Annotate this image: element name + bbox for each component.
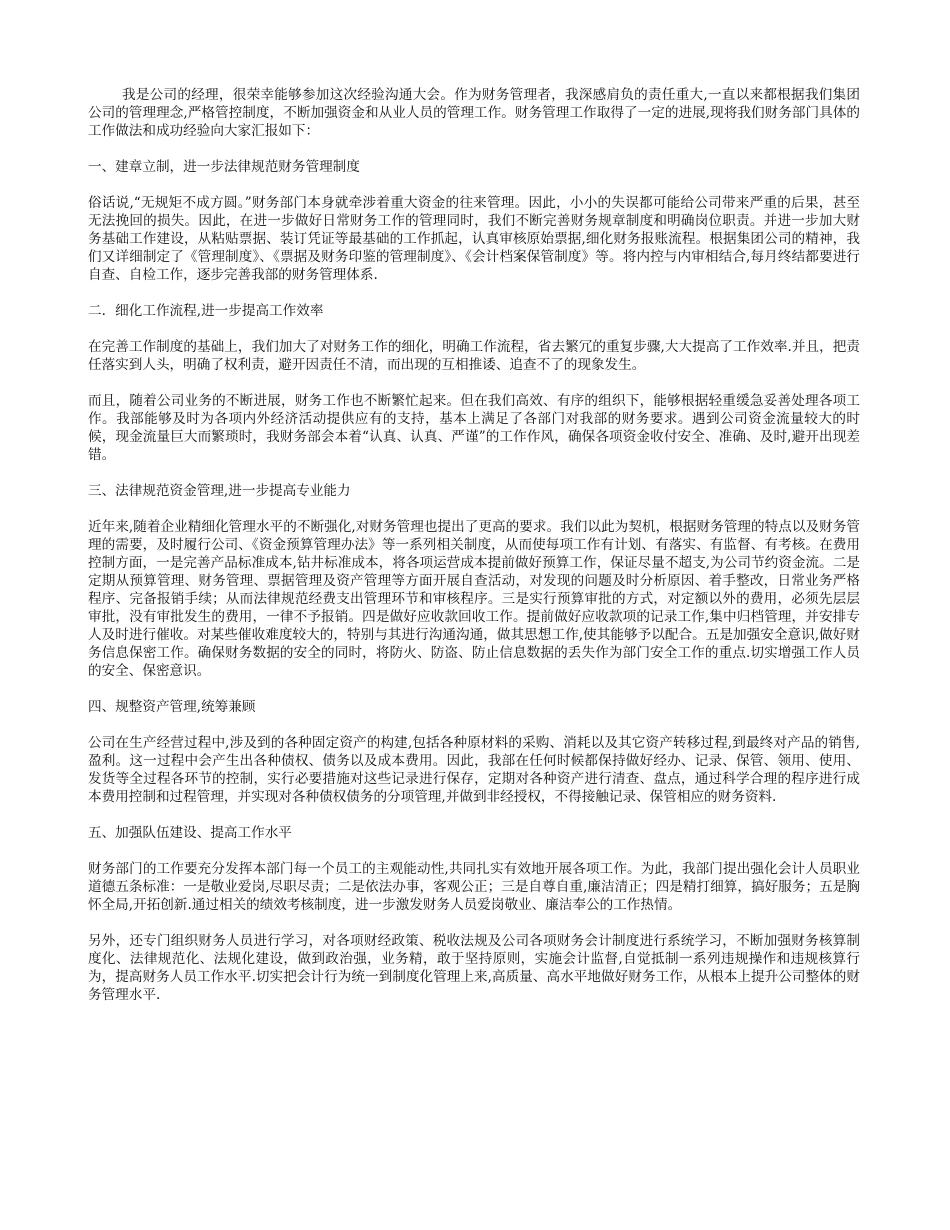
section-4-heading: 四、规整资产管理,统筹兼顾 [88, 699, 256, 715]
section-5-paragraph-1: 财务部门的工作要充分发挥本部门每一个员工的主观能动性,共同扎实有效地开展各项工作。为此，我部门提出强化会计人员职业道德五条标准：一是敬业爱岗,尽职尽责；二是依法办事，客观公正；三是自尊自重,廉洁清正；四是精打细算，搞好服务；五是胸怀全局,开拓创新.通过相关的绩效考核制度，进一步激发财务人员爱岗敬业、廉洁奉公的工作热情。 [88, 861, 860, 913]
intro-paragraph: 我是公司的经理，很荣幸能够参加这次经验沟通大会。作为财务管理者，我深感肩负的责任重大,一直以来都根据我们集团公司的管理理念,严格管控制度，不断加强资金和从业人员的管理工作。财务管理工作取得了一定的进展,现将我们财务部门具体的工作做法和成功经验向大家汇报如下： [88, 87, 860, 139]
section-2-heading: 二．细化工作流程,进一步提高工作效率 [88, 303, 324, 319]
section-5-heading: 五、加强队伍建设、提高工作水平 [88, 825, 292, 841]
section-1-heading: 一、建章立制，进一步法律规范财务管理制度 [88, 159, 360, 175]
section-5-paragraph-2: 另外，还专门组织财务人员进行学习，对各项财经政策、税收法规及公司各项财务会计制度进行系统学习，不断加强财务核算制度化、法律规范化、法规化建设，做到政治强，业务精，敢于坚持原则，实施会计监督,自觉抵制一系列违规操作和违规核算行为，提高财务人员工作水平.切实把会计行为统一到制度化管理上来,高质量、高水平地做好财务工作，从根本上提升公司整体的财务管理水平. [88, 933, 860, 1003]
document-body [88, 86, 860, 1022]
section-2-paragraph-1: 在完善工作制度的基础上，我们加大了对财务工作的细化，明确工作流程，省去繁冗的重复步骤,大大提高了工作效率.并且，把责任落实到人头，明确了权利责，避开因责任不清，而出现的互相推诿、追查不了的现象发生。 [88, 339, 860, 373]
section-1-paragraph-1: 俗话说,“无规矩不成方圆。”财务部门本身就牵涉着重大资金的往来管理。因此，小小的失误都可能给公司带来严重的后果，甚至无法挽回的损失。因此，在进一步做好日常财务工作的管理同时，我们不断完善财务规章制度和明确岗位职责。并进一步加大财务基础工作建设，从粘贴票据、装订凭证等最基础的工作抓起，认真审核原始票据,细化财务报账流程。根据集团公司的精神，我们又详细制定了《管理制度》、《票据及财务印鉴的管理制度》、《会计档案保管制度》等。将内控与内审相结合,每月终结都要进行自查、自检工作，逐步完善我部的财务管理体系. [88, 195, 860, 283]
section-4-paragraph-1: 公司在生产经营过程中,涉及到的各种固定资产的构建,包括各种原材料的采购、消耗以及其它资产转移过程,到最终对产品的销售,盈利。这一过程中会产生出各种债权、债务以及成本费用。因此，我部在任何时候都保持做好经办、记录、保管、领用、使用、发货等全过程各环节的控制，实行必要措施对这些记录进行保存，定期对各种资产进行清查、盘点，通过科学合理的程序进行成本费用控制和过程管理，并实现对各种债权债务的分项管理,并做到非经授权，不得接触记录、保管相应的财务资料. [88, 735, 860, 805]
section-3-paragraph-1: 近年来,随着企业精细化管理水平的不断强化,对财务管理也提出了更高的要求。我们以此为契机，根据财务管理的特点以及财务管理的需要，及时履行公司、《资金预算管理办法》等一系列相关制度，从而使每项工作有计划、有落实、有监督、有考核。在费用控制方面，一是完善产品标准成本,钻井标准成本，将各项运营成本提前做好预算工作，保证尽量不超支,为公司节约资金流。二是定期从预算管理、财务管理、票据管理及资产管理等方面开展自查活动，对发现的问题及时分析原因、着手整改，日常业务严格程序、完备报销手续；从而法律规范经费支出管理环节和审核程序。三是实行预算审批的方式，对定额以外的费用，必须先层层审批，没有审批发生的费用，一律不予报销。四是做好应收款回收工作。提前做好应收款项的记录工作,集中归档管理，并安排专人及时进行催收。对某些催收难度较大的，特别与其进行沟通沟通，做其思想工作,使其能够予以配合。五是加强安全意识,做好财务信息保密工作。确保财务数据的安全的同时，将防火、防盗、防止信息数据的丢失作为部门安全工作的重点.切实增强工作人员的安全、保密意识。 [88, 519, 860, 679]
section-3-heading: 三、法律规范资金管理,进一步提高专业能力 [88, 483, 351, 499]
section-2-paragraph-2: 而且，随着公司业务的不断进展，财务工作也不断繁忙起来。但在我们高效、有序的组织下，能够根据轻重缓急妥善处理各项工作。我部能够及时为各项内外经济活动提供应有的支持，基本上满足了各部门对我部的财务要求。遇到公司资金流量较大的时候，现金流量巨大而繁琐时，我财务部会本着“认真、认真、严谨”的工作作风，确保各项资金收付安全、准确、及时,避开出现差错。 [88, 393, 860, 463]
